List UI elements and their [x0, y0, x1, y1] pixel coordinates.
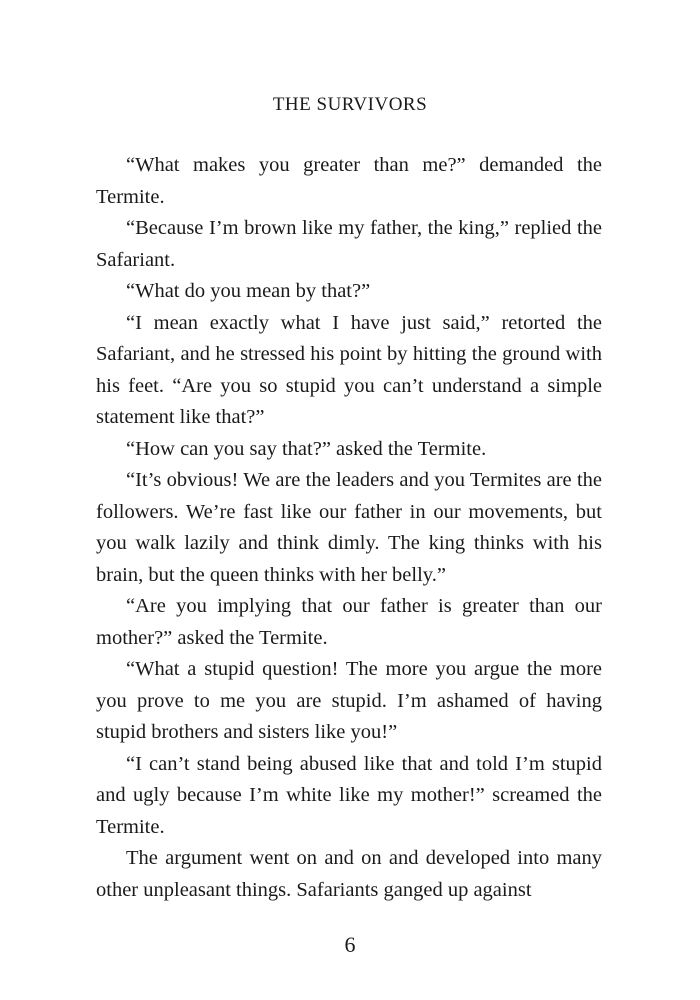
- paragraph: “What a stupid question! The more you argue the more you prove to me you are stupid. I’m ashamed of having stupid brothers and sisters like you!”: [96, 658, 602, 743]
- paragraph: “Because I’m brown like my father, the king,” replied the Safariant.: [96, 217, 602, 271]
- paragraph: “I mean exactly what I have just said,” retorted the Safariant, and he stressed his point by hitting the ground with his feet. “Are you so stupid you can’t understand a simple statement like that?”: [96, 311, 602, 428]
- running-head: THE SURVIVORS: [272, 94, 428, 115]
- paragraph: “How can you say that?” asked the Termite.: [126, 437, 487, 460]
- paragraph: “It’s obvious! We are the leaders and you Termites are the followers. We’re fast like our father in our movements, but you walk lazily and think dimly. The king thinks with his brain, but the queen thinks with her belly.”: [96, 469, 602, 586]
- paragraph: “Are you implying that our father is greater than our mother?” asked the Termite.: [96, 595, 602, 649]
- body-text: [96, 150, 602, 906]
- paragraph: The argument went on and on and developed into many other unpleasant things. Safariants ganged up against: [96, 847, 602, 901]
- paragraph: “What makes you greater than me?” demanded the Termite.: [96, 154, 602, 208]
- paragraph: “What do you mean by that?”: [126, 280, 371, 302]
- page-number: 6: [344, 932, 356, 957]
- paragraph: “I can’t stand being abused like that and told I’m stupid and ugly because I’m white like my mother!” screamed the Termite.: [96, 752, 602, 838]
